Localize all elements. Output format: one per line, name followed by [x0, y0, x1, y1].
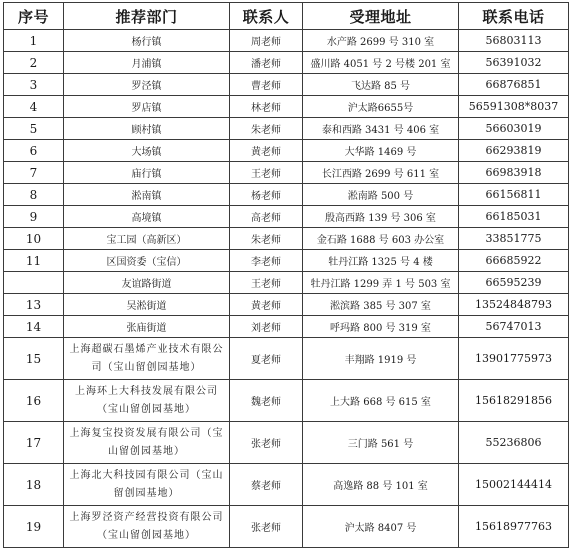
row-index: 7: [4, 162, 64, 184]
row-index: 17: [4, 422, 64, 464]
row-contact: 高老师: [230, 206, 303, 228]
row-index: 9: [4, 206, 64, 228]
row-phone: 56591308*8037: [459, 96, 569, 118]
table-row: [4, 74, 569, 96]
row-phone: 66156811: [459, 184, 569, 206]
table-body: [4, 30, 569, 548]
row-index: 16: [4, 380, 64, 422]
row-contact: 李老师: [230, 250, 303, 272]
row-contact: 夏老师: [230, 338, 303, 380]
row-address: 三门路 561 号: [303, 422, 459, 464]
row-phone: 56391032: [459, 52, 569, 74]
row-address: 丰翔路 1919 号: [303, 338, 459, 380]
row-address: 牡丹江路 1299 弄 1 号 503 室: [303, 272, 459, 294]
row-dept: 宝工园（高新区）: [64, 228, 230, 250]
row-address: 牡丹江路 1325 号 4 楼: [303, 250, 459, 272]
table-row: [4, 464, 569, 506]
row-phone: 66293819: [459, 140, 569, 162]
row-address: 长江西路 2699 号 611 室: [303, 162, 459, 184]
header-row: [4, 3, 569, 30]
table-row: [4, 140, 569, 162]
row-index: 19: [4, 506, 64, 548]
row-phone: 66685922: [459, 250, 569, 272]
row-dept: 上海罗泾资产经营投资有限公司（宝山留创园基地）: [64, 506, 230, 548]
row-dept: 罗店镇: [64, 96, 230, 118]
row-address: 沪太路 8407 号: [303, 506, 459, 548]
header-index: 序号: [4, 3, 64, 30]
table-row: [4, 506, 569, 548]
row-dept: 高境镇: [64, 206, 230, 228]
row-address: 殷高西路 139 号 306 室: [303, 206, 459, 228]
row-address: 淞南路 500 号: [303, 184, 459, 206]
table-row: [4, 228, 569, 250]
row-address: 金石路 1688 号 603 办公室: [303, 228, 459, 250]
row-contact: 林老师: [230, 96, 303, 118]
row-phone: 66595239: [459, 272, 569, 294]
row-dept: 庙行镇: [64, 162, 230, 184]
row-address: 高逸路 88 号 101 室: [303, 464, 459, 506]
row-index: [4, 272, 64, 294]
row-phone: 15618291856: [459, 380, 569, 422]
row-dept: 上海北大科技园有限公司（宝山留创园基地）: [64, 464, 230, 506]
row-index: 3: [4, 74, 64, 96]
row-phone: 66983918: [459, 162, 569, 184]
row-dept: 上海环上大科技发展有限公司（宝山留创园基地）: [64, 380, 230, 422]
row-index: 13: [4, 294, 64, 316]
row-dept: 大场镇: [64, 140, 230, 162]
row-dept: 吴淞街道: [64, 294, 230, 316]
row-contact: 周老师: [230, 30, 303, 52]
table-row: [4, 118, 569, 140]
row-dept: 顾村镇: [64, 118, 230, 140]
row-index: 6: [4, 140, 64, 162]
row-address: 大华路 1469 号: [303, 140, 459, 162]
row-phone: 15618977763: [459, 506, 569, 548]
row-contact: 王老师: [230, 272, 303, 294]
row-index: 4: [4, 96, 64, 118]
row-address: 水产路 2699 号 310 室: [303, 30, 459, 52]
table-row: [4, 422, 569, 464]
row-address: 淞滨路 385 号 307 室: [303, 294, 459, 316]
row-dept: 友谊路街道: [64, 272, 230, 294]
row-index: 18: [4, 464, 64, 506]
row-contact: 刘老师: [230, 316, 303, 338]
row-phone: 66876851: [459, 74, 569, 96]
row-address: 盛川路 4051 号 2 号楼 201 室: [303, 52, 459, 74]
header-dept: 推荐部门: [64, 3, 230, 30]
row-phone: 13901775973: [459, 338, 569, 380]
row-address: 飞达路 85 号: [303, 74, 459, 96]
table-row: [4, 52, 569, 74]
row-address: 呼玛路 800 号 319 室: [303, 316, 459, 338]
row-contact: 黄老师: [230, 140, 303, 162]
row-phone: 56803113: [459, 30, 569, 52]
row-index: 15: [4, 338, 64, 380]
row-index: 14: [4, 316, 64, 338]
row-contact: 蔡老师: [230, 464, 303, 506]
row-phone: 66185031: [459, 206, 569, 228]
row-index: 1: [4, 30, 64, 52]
row-contact: 朱老师: [230, 228, 303, 250]
row-phone: 56603019: [459, 118, 569, 140]
row-phone: 15002144414: [459, 464, 569, 506]
row-index: 10: [4, 228, 64, 250]
table-row: [4, 294, 569, 316]
table-row: [4, 162, 569, 184]
header-phone: 联系电话: [459, 3, 569, 30]
row-phone: 56747013: [459, 316, 569, 338]
row-contact: 潘老师: [230, 52, 303, 74]
table-row: [4, 206, 569, 228]
row-index: 5: [4, 118, 64, 140]
row-dept: 区国资委（宝信）: [64, 250, 230, 272]
row-index: 2: [4, 52, 64, 74]
row-dept: 罗泾镇: [64, 74, 230, 96]
row-contact: 朱老师: [230, 118, 303, 140]
table-row: [4, 96, 569, 118]
contact-table: [3, 2, 569, 548]
table-row: [4, 316, 569, 338]
row-phone: 13524848793: [459, 294, 569, 316]
row-dept: 上海超碳石墨烯产业技术有限公司（宝山留创园基地）: [64, 338, 230, 380]
table-row: [4, 338, 569, 380]
table-row: [4, 30, 569, 52]
table-row: [4, 184, 569, 206]
header-address: 受理地址: [303, 3, 459, 30]
row-contact: 张老师: [230, 506, 303, 548]
row-dept: 杨行镇: [64, 30, 230, 52]
header-contact: 联系人: [230, 3, 303, 30]
row-index: 11: [4, 250, 64, 272]
row-address: 泰和西路 3431 号 406 室: [303, 118, 459, 140]
row-index: 8: [4, 184, 64, 206]
row-dept: 淞南镇: [64, 184, 230, 206]
row-contact: 张老师: [230, 422, 303, 464]
row-contact: 王老师: [230, 162, 303, 184]
row-contact: 魏老师: [230, 380, 303, 422]
row-phone: 55236806: [459, 422, 569, 464]
table-row: [4, 380, 569, 422]
table-row: [4, 272, 569, 294]
row-dept: 月浦镇: [64, 52, 230, 74]
row-phone: 33851775: [459, 228, 569, 250]
row-address: 上大路 668 号 615 室: [303, 380, 459, 422]
row-contact: 黄老师: [230, 294, 303, 316]
row-dept: 张庙街道: [64, 316, 230, 338]
row-address: 沪太路6655号: [303, 96, 459, 118]
table-row: [4, 250, 569, 272]
row-contact: 曹老师: [230, 74, 303, 96]
row-contact: 杨老师: [230, 184, 303, 206]
row-dept: 上海复宝投资发展有限公司（宝山留创园基地）: [64, 422, 230, 464]
